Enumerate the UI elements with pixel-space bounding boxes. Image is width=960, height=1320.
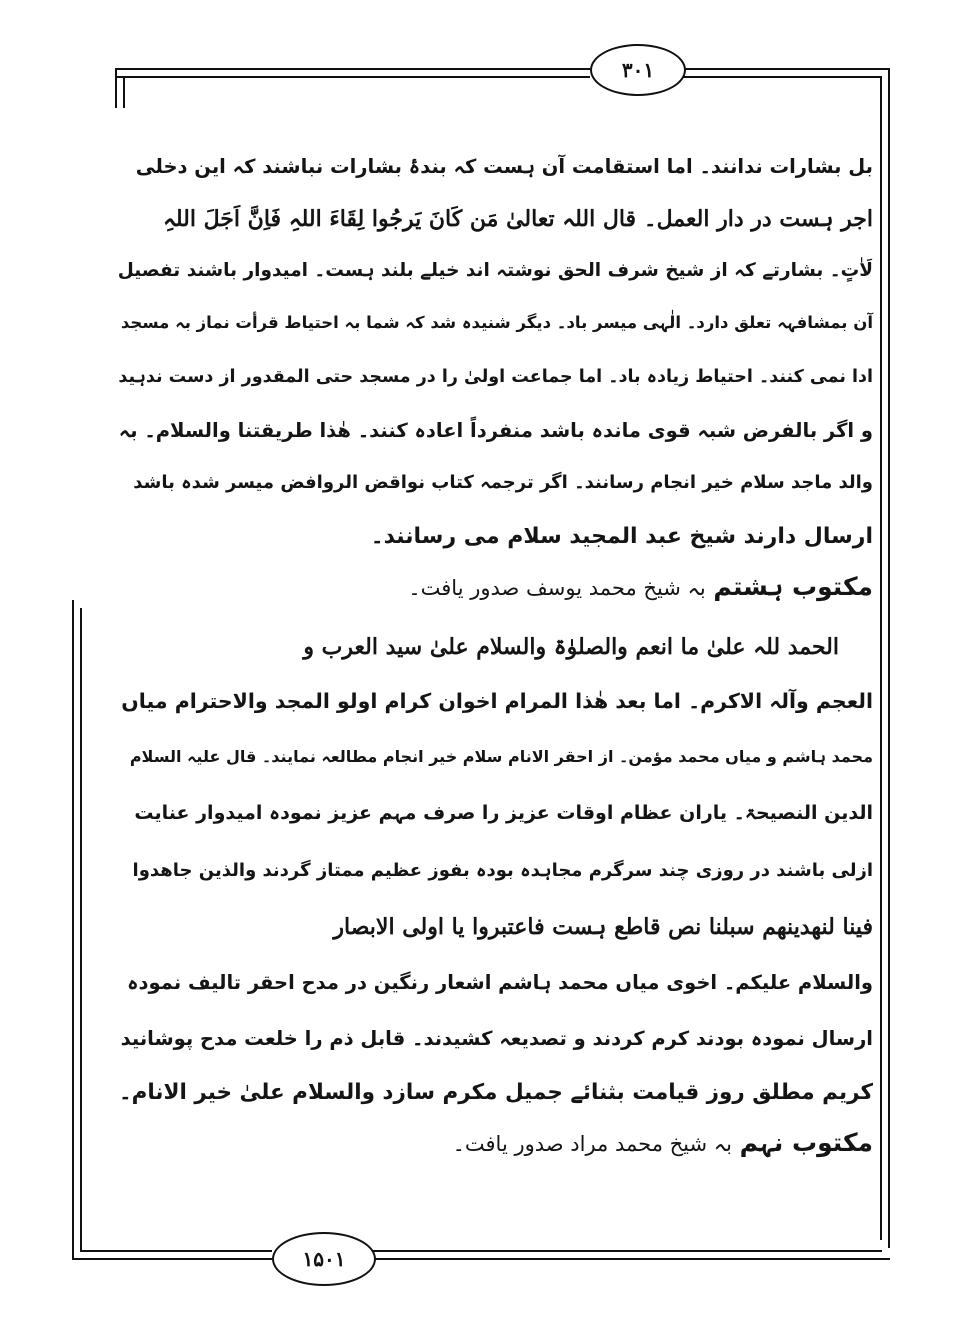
text-line-2: اجر ہست در دار العمل۔ قال اللہ تعالیٰ مَن کَانَ یَرجُوا لِقَاءَ اللہِ فَاِنَّ اَجَلَ اللہِ — [163, 206, 873, 232]
page-number-top: ۳۰۱ — [590, 44, 686, 96]
border-left-top-inner — [123, 76, 125, 108]
border-top-inner-right — [683, 76, 882, 78]
border-top-outer — [115, 68, 590, 70]
border-bottom-outer-left — [72, 1258, 272, 1260]
border-left-top-outer — [115, 68, 117, 108]
text-line-10: العجم وآلہ الاکرم۔ اما بعد ھٰذا المرام اخوان کرام اولو المجد والاحترام میاں — [121, 689, 873, 713]
text-line-17: کریم مطلق روز قیامت بثنائے جمیل مکرم سازد والسلام علیٰ خیر الانام۔ — [118, 1080, 873, 1105]
text-line-6: و اگر بالفرض شبہ قوی ماندہ باشد منفرداً اعادہ کنند۔ ھٰذا طریقتنا والسلام۔ بہ — [118, 419, 873, 442]
letter-9-subtitle: بہ شیخ محمد مراد صدور یافت۔ — [452, 1132, 732, 1156]
border-right-outer — [888, 68, 890, 1248]
border-left-outer — [72, 600, 74, 1260]
letter-9-heading — [453, 1126, 873, 1162]
text-line-5: ادا نمی کنند۔ احتیاط زیادہ باد۔ اما جماعت اولیٰ را در مسجد حتی المقدور از دست ندہید — [118, 367, 873, 387]
text-line-7: والد ماجد سلام خیر انجام رسانند۔ اگر ترجمہ کتاب نواقض الروافض میسر شدہ باشد — [133, 472, 873, 493]
text-line-15: والسلام علیکم۔ اخوی میاں محمد ہاشم اشعار رنگین در مدح احقر تالیف نمودہ — [127, 971, 873, 994]
border-top-inner — [115, 76, 590, 78]
letter-8-heading — [408, 570, 873, 606]
border-top-outer-right — [683, 68, 890, 70]
text-line-1: بل بشارات ندانند۔ اما استقامت آن ہست کہ بندۂ بشارات نباشند کہ این دخلی — [135, 155, 873, 178]
text-line-16: ارسال نمودہ بودند کرم کردند و تصدیعہ کشیدند۔ قابل ذم را خلعت مدح پوشانید — [120, 1027, 873, 1050]
letter-9-title: مکتوب نہم — [739, 1128, 873, 1157]
border-bottom-inner-right — [372, 1250, 882, 1252]
text-line-11: محمد ہاشم و میاں محمد مؤمن۔ از احقر الانام سلام خیر انجام مطالعہ نمایند۔ قال علیہ السلام — [129, 747, 873, 766]
text-line-4: آن بمشافہہ تعلق دارد۔ الٰہی میسر باد۔ دیگر شنیدہ شد کہ شما بہ احتیاط قرأت نماز بہ مسجد — [120, 313, 873, 332]
text-line-9: الحمد للہ علیٰ ما انعم والصلوٰۃ والسلام علیٰ سید العرب و — [303, 634, 839, 660]
text-line-13: ازلی باشند در روزی چند سرگرم مجاہدہ بودہ بفوز عظیم ممتاز گردند والذین جاھدوا — [132, 860, 873, 881]
text-line-3: لَاٰتٍ۔ بشارتے کہ از شیخ شرف الحق نوشتہ اند خیلے بلند ہست۔ امیدوار باشند تفصیل — [117, 260, 873, 281]
text-line-12: الدین النصیحۃ۔ یاران عظام اوقات عزیز را صرف مہم عزیز نمودہ امیدوار عنایت — [134, 802, 873, 824]
letter-8-title: مکتوب ہشتم — [713, 572, 873, 601]
border-right-inner — [880, 76, 882, 1240]
text-line-14: فینا لنھدینھم سبلنا نص قاطع ہست فاعتبروا یا اولی الابصار — [333, 914, 873, 940]
page-number-bottom: ۱۵۰۱ — [272, 1232, 376, 1286]
text-line-8: ارسال دارند شیخ عبد المجید سلام می رسانند۔ — [370, 524, 873, 549]
border-bottom-inner-left — [80, 1250, 272, 1252]
border-bottom-outer-right — [372, 1258, 890, 1260]
border-left-inner — [80, 608, 82, 1252]
letter-8-subtitle: بہ شیخ محمد یوسف صدور یافت۔ — [408, 576, 706, 600]
